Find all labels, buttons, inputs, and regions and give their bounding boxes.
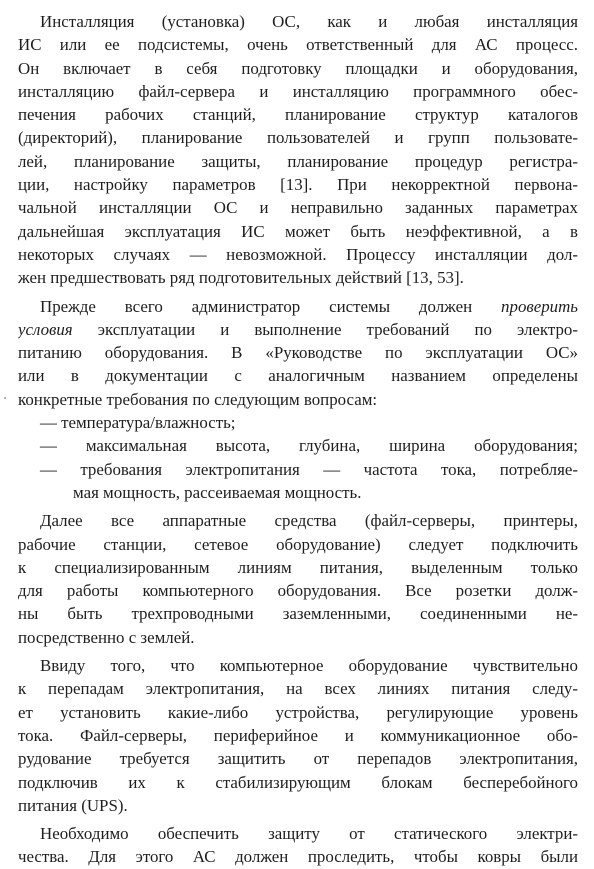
text-line: ет установить какие-либо устройства, регулирующие уровень [18, 702, 578, 722]
text-line: для работы компьютерного оборудования. Все розетки долж- [18, 581, 578, 601]
text-line: печения рабочих станций, планирование структур каталогов [18, 105, 578, 125]
text-line: Необходимо обеспечить защиту от статического электри- [40, 824, 578, 844]
document-page [18, 10, 578, 869]
text-line: инсталляцию файл-сервера и инсталляцию программного обес- [18, 81, 578, 101]
list-item-continuation: мая мощность, рассеиваемая мощность. [73, 482, 362, 502]
text-line: к специализированным линиям питания, выделенным только [18, 557, 578, 577]
paragraph-hardware [18, 509, 578, 649]
list-item: — требования электропитания — частота тока, потребляе- [40, 459, 578, 479]
list-item: — максимальная высота, глубина, ширина оборудования; [40, 436, 578, 456]
text-line: чальной инсталляции ОС и неправильно заданных параметрах [18, 198, 578, 218]
requirements-list [18, 411, 578, 504]
text-line: Далее все аппаратные средства (файл-серверы, принтеры, [40, 511, 578, 531]
text-line: жен предшествовать ряд подготовительных действий [13, 53]. [18, 268, 464, 288]
paragraph-conditions [18, 295, 578, 411]
text-line: дальнейшая эксплуатация ИС может быть неэффективной, а в [18, 221, 578, 241]
text-line: рабочие станции, сетевое оборудование) следует подключить [18, 534, 578, 554]
text-line: ны быть трехпроводными заземленными, соединенными не- [18, 604, 578, 624]
text-line [18, 295, 578, 318]
text-line: или в документации с аналогичным названием определены [18, 366, 578, 386]
list-item: — температура/влажность; [40, 413, 236, 433]
italic-run: проверить [501, 296, 578, 316]
text-line: Инсталляция (установка) ОС, как и любая инсталляция [40, 12, 578, 31]
text-line: к перепадам электропитания, на всех линиях питания следу- [18, 679, 578, 699]
text-line: (директорий), планирование пользователей и групп пользовате- [18, 128, 578, 148]
text-line: некоторых случаях — невозможной. Процессу инсталляции дол- [18, 244, 578, 264]
text-line: питания (UPS). [18, 795, 128, 815]
text-line: лей, планирование защиты, планирование процедур регистра- [18, 151, 578, 171]
text-line: Ввиду того, что компьютерное оборудование чувствительно [40, 656, 578, 676]
margin-speck [4, 397, 6, 399]
text-run: эксплуатации и выполнение требований по электро- [72, 319, 578, 339]
text-line [18, 318, 578, 341]
text-line: тока. Файл-серверы, периферийное и коммуникационное обо- [18, 725, 578, 745]
italic-run: условия [18, 319, 73, 339]
text-line: рудование требуется защитить от перепадов электропитания, [18, 749, 578, 769]
paragraph-static [18, 822, 578, 869]
text-line: Он включает в себя подготовку площадки и оборудования, [18, 58, 578, 78]
text-line: посредственно с землей. [18, 627, 195, 647]
text-line: подключив их к стабилизирующим блокам бесперебойного [18, 772, 578, 792]
paragraph-installation [18, 10, 578, 290]
text-run: Прежде всего администратор системы должен [40, 296, 502, 316]
text-line: ции, настройку параметров [13]. При некорректной первона- [18, 175, 578, 195]
text-line: питанию оборудования. В «Руководстве по эксплуатации ОС» [18, 343, 578, 363]
text-line: чества. Для этого АС должен проследить, чтобы ковры были [18, 847, 578, 867]
text-line: конкретные требования по следующим вопросам: [18, 389, 378, 409]
text-line: ИС или ее подсистемы, очень ответственный для АС процесс. [18, 35, 578, 55]
